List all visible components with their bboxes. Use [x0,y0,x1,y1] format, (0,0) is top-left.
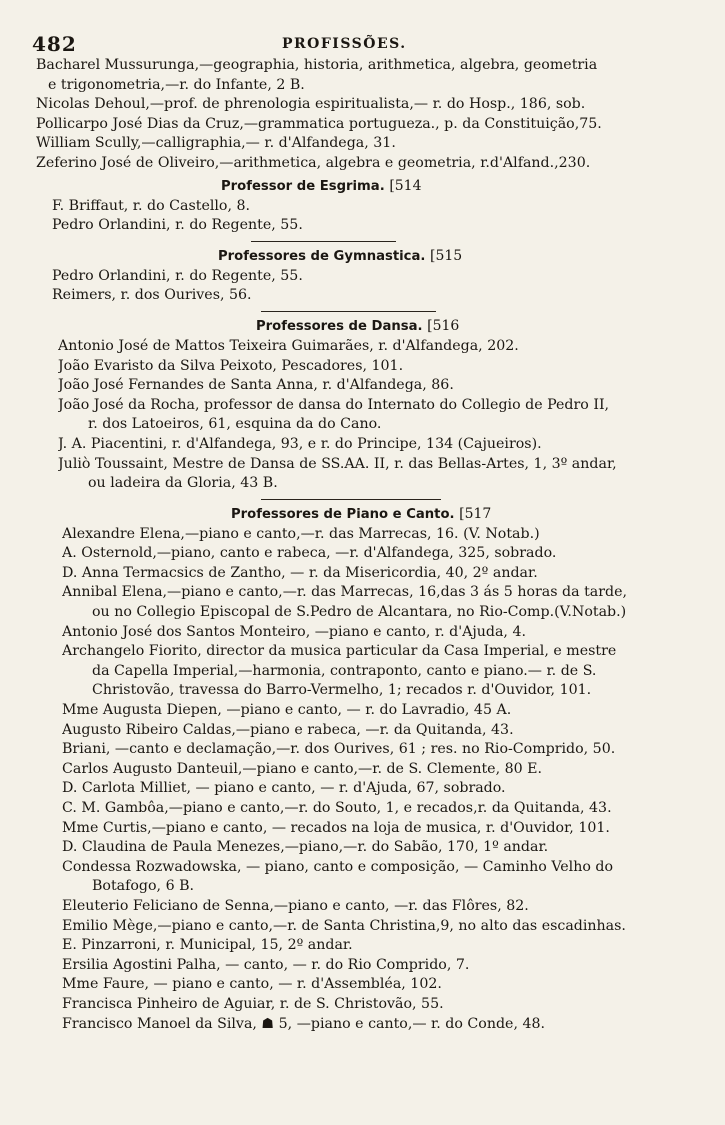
entry-line: João Evaristo da Silva Peixoto, Pescadores, 101. [58,357,404,374]
entry-line: William Scully,—calligraphia,— r. d'Alfandega, 31. [36,135,396,152]
entry-line: A. Osternold,—piano, canto e rabeca, —r. d'Alfandega, 325, sobrado. [62,545,557,562]
page-header [32,30,703,56]
entry-line: D. Claudina de Paula Menezes,—piano,—r. do Sabão, 170, 1º andar. [62,839,549,856]
entry-line: Nicolas Dehoul,—prof. de phrenologia espiritualista,— r. do Hosp., 186, sob. [36,96,586,113]
entry-line: Antonio José de Mattos Teixeira Guimarães, r. d'Alfandega, 202. [58,337,519,354]
entry-line: Francisco Manoel da Silva, ☗ 5, —piano e canto,— r. do Conde, 48. [62,1015,546,1032]
section-entries-gymnastica [36,267,703,306]
entry-line-continued: Christovão, travessa do Barro-Vermelho, 1; recados r. d'Ouvidor, 101. [92,682,592,699]
section-divider [261,499,441,500]
entry-line: F. Briffaut, r. do Castello, 8. [52,197,251,214]
entry-line: Eleuterio Feliciano de Senna,—piano e canto, —r. das Flôres, 82. [62,897,529,914]
running-head: PROFISSÕES. [282,36,407,52]
section-ref-number: [517 [459,505,492,522]
entry-line: Antonio José dos Santos Monteiro, —piano e canto, r. d'Ajuda, 4. [62,623,526,640]
entry-line-continued: e trigonometria,—r. do Infante, 2 B. [48,76,305,93]
entry-line: Pedro Orlandini, r. do Regente, 55. [52,267,303,284]
section-heading-gymnastica [36,246,703,267]
section-ref-number: [516 [427,317,460,334]
entry-line: Archangelo Fiorito, director da musica particular da Casa Imperial, e mestre [62,643,617,660]
entry-line: Zeferino José de Oliveiro,—arithmetica, algebra e geometria, r.d'Alfand.,230. [36,154,591,171]
entry-line: Condessa Rozwadowska, — piano, canto e composição, — Caminho Velho do [62,858,614,875]
entry-line-continued: da Capella Imperial,—harmonia, contraponto, canto e piano.— r. de S. [92,662,597,679]
entry-line-continued: r. dos Latoeiros, 61, esquina da do Cano. [88,416,382,433]
section-entries-esgrima [36,197,703,236]
entry-line: Pollicarpo José Dias da Cruz,—grammatica portugueza., p. da Constituição,75. [36,115,602,132]
section-ref-number: [514 [389,177,422,194]
entry-line: Mme Curtis,—piano e canto, — recados na loja de musica, r. d'Ouvidor, 101. [62,819,610,836]
section-heading-dansa [36,316,703,337]
continued-entries [36,56,703,174]
section-title: Professores de Gymnastica. [218,248,426,264]
entry-line: Briani, —canto e declamação,—r. dos Ourives, 61 ; res. no Rio-Comprido, 50. [62,741,616,758]
section-title: Professores de Piano e Canto. [231,506,455,522]
section-heading-esgrima [36,176,703,197]
section-divider [261,311,436,312]
entry-line: Bacharel Mussurunga,—geographia, historia, arithmetica, algebra, geometria [36,57,598,73]
entry-line: Annibal Elena,—piano e canto,—r. das Marrecas, 16,das 3 ás 5 horas da tarde, [62,584,628,601]
section-title: Professor de Esgrima. [221,178,385,194]
entry-line: Reimers, r. dos Ourives, 56. [52,287,252,304]
section-title: Professores de Dansa. [256,318,423,334]
page-number: 482 [32,32,77,56]
entry-line: D. Carlota Milliet, — piano e canto, — r. d'Ajuda, 67, sobrado. [62,780,506,797]
entry-line: D. Anna Termacsics de Zantho, — r. da Misericordia, 40, 2º andar. [62,564,538,581]
entry-line: Emilio Mège,—piano e canto,—r. de Santa Christina,9, no alto das escadinhas. [62,917,626,934]
entry-line: Juliò Toussaint, Mestre de Dansa de SS.AA. II, r. das Bellas-Artes, 1, 3º andar, [58,455,617,472]
entry-line: Ersilia Agostini Palha, — canto, — r. do Rio Comprido, 7. [62,956,470,973]
section-entries-dansa [36,337,703,494]
entry-line-continued: ou no Collegio Episcopal de S.Pedro de Alcantara, no Rio-Comp.(V.Notab.) [92,604,627,621]
entry-line: Augusto Ribeiro Caldas,—piano e rabeca, —r. da Quitanda, 43. [62,721,514,738]
entry-line: Alexandre Elena,—piano e canto,—r. das Marrecas, 16. (V. Notab.) [62,525,540,542]
entry-line-continued: Botafogo, 6 B. [92,878,195,895]
entry-line: João José da Rocha, professor de dansa do Internato do Collegio de Pedro II, [58,396,610,413]
entry-line: Mme Augusta Diepen, —piano e canto, — r. do Lavradio, 45 A. [62,702,512,719]
entry-line: Mme Faure, — piano e canto, — r. d'Assembléa, 102. [62,976,442,993]
entry-line: C. M. Gambôa,—piano e canto,—r. do Souto, 1, e recados,r. da Quitanda, 43. [62,800,612,816]
section-entries-piano-canto [36,525,703,1034]
entry-line: Francisca Pinheiro de Aguiar, r. de S. Christovão, 55. [62,995,444,1012]
section-ref-number: [515 [429,247,463,264]
entry-line: Pedro Orlandini, r. do Regente, 55. [52,217,303,234]
entry-line: E. Pinzarroni, r. Municipal, 15, 2º andar. [62,937,353,954]
entry-line-continued: ou ladeira da Gloria, 43 B. [88,475,278,492]
entry-line: João José Fernandes de Santa Anna, r. d'Alfandega, 86. [58,377,454,394]
entry-line: J. A. Piacentini, r. d'Alfandega, 93, e r. do Principe, 134 (Cajueiros). [58,435,542,452]
section-heading-piano-canto [36,504,703,525]
entry-line: Carlos Augusto Danteuil,—piano e canto,—r. de S. Clemente, 80 E. [62,760,543,777]
section-divider [251,241,396,242]
